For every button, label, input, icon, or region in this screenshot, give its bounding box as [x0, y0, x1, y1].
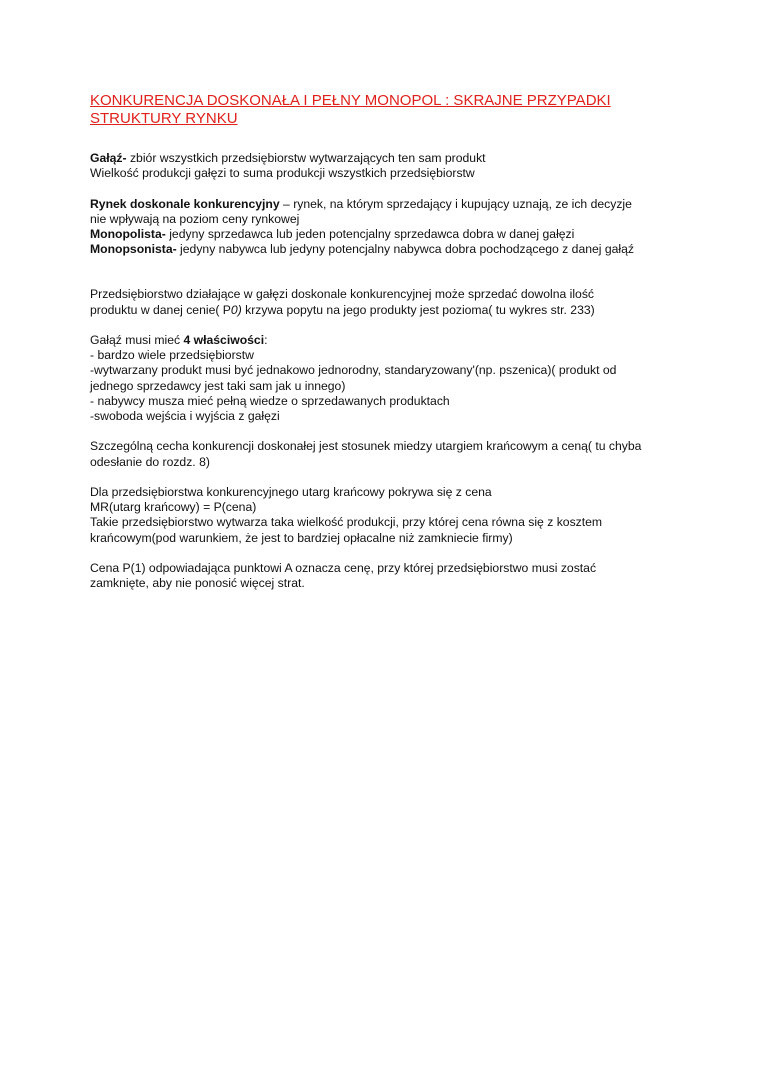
document-page — [90, 92, 690, 591]
definition-galaz — [90, 151, 690, 166]
list-item: -swoboda wejścia i wyjścia z gałęzi — [90, 409, 280, 424]
title-line-2: STRUKTURY RYNKU — [90, 110, 238, 127]
list-item: -wytwarzany produkt musi być jednakowo jednorodny, standaryzowany'(np. pszenica)( produkt od — [90, 363, 617, 378]
paragraph-3-line-2: odesłanie do rozdz. 8) — [90, 454, 210, 469]
term-rynek: Rynek doskonale konkurencyjny — [90, 196, 280, 211]
list-item: jednego sprzedawcy jest taki sam jak u innego) — [90, 378, 346, 393]
p2-intro-a: Gałąź musi mieć — [90, 333, 184, 347]
p2-intro-bold: 4 właściwości — [183, 333, 265, 347]
paragraph-4-line-2: MR(utarg krańcowy) = P(cena) — [90, 500, 257, 515]
paragraph-5-line-2: zamknięte, aby nie ponosić więcej strat. — [90, 576, 305, 591]
paragraph-3-line-1: Szczególną cecha konkurencji doskonałej jest stosunek miedzy utargiem krańcowym a ceną( tu chyba — [90, 439, 642, 454]
text-monopolista: jedyny sprzedawca lub jeden potencjalny sprzedawca dobra w danej gałęzi — [165, 227, 575, 241]
term-galaz: Gałąź- — [90, 151, 127, 165]
definition-rynek-cont: nie wpływają na poziom ceny rynkowej — [90, 211, 300, 226]
text-rynek: – rynek, na którym sprzedający i kupujący uznają, ze ich decyzje — [279, 196, 632, 211]
paragraph-1-line-2 — [90, 303, 690, 318]
p1-text-a: produktu w danej cenie( P — [90, 302, 231, 317]
list-item: - bardzo wiele przedsiębiorstw — [90, 348, 254, 363]
definition-rynek — [90, 197, 690, 212]
paragraph-4-line-4: krańcowym(pod warunkiem, że jest to bardziej opłacalne niż zamkniecie firmy) — [90, 530, 513, 545]
p1-text-b: krzywa popytu na jego produkty jest pozioma( tu wykres str. 233) — [241, 302, 595, 317]
document-title — [90, 92, 690, 128]
title-line-1: KONKURENCJA DOSKONAŁA I PEŁNY MONOPOL : SKRAJNE PRZYPADKI — [90, 92, 611, 109]
paragraph-4-line-1: Dla przedsiębiorstwa konkurencyjnego utarg krańcowy pokrywa się z cena — [90, 485, 492, 499]
paragraph-4-line-3: Takie przedsiębiorstwo wytwarza taka wielkość produkcji, przy której cena równa się z kosztem — [90, 515, 603, 530]
definition-monopsonista — [90, 242, 690, 257]
paragraph-5-line-1: Cena P(1) odpowiadająca punktowi A oznacza cenę, przy której przedsiębiorstwo musi zostać — [90, 561, 597, 575]
text-monopsonista: jedyny nabywca lub jedyny potencjalny nabywca dobra pochodzącego z danej gałąź — [176, 242, 635, 257]
p1-text-italic: 0) — [230, 302, 242, 317]
paragraph-1-line-1: Przedsiębiorstwo działające w gałęzi doskonale konkurencyjnej może sprzedać dowolna ilość — [90, 287, 595, 302]
list-item: - nabywcy musza mieć pełną wiedze o sprzedawanych produktach — [90, 393, 450, 408]
paragraph-2-intro — [90, 333, 690, 348]
definition-wielkosc: Wielkość produkcji gałęzi to suma produkcji wszystkich przedsiębiorstw — [90, 166, 475, 181]
term-monopsonista: Monopsonista- — [90, 242, 177, 257]
term-monopolista: Monopolista- — [90, 227, 166, 241]
p2-intro-b: : — [264, 333, 268, 347]
text-galaz: zbiór wszystkich przedsiębiorstw wytwarzających ten sam produkt — [126, 151, 486, 165]
definition-monopolista — [90, 227, 690, 242]
